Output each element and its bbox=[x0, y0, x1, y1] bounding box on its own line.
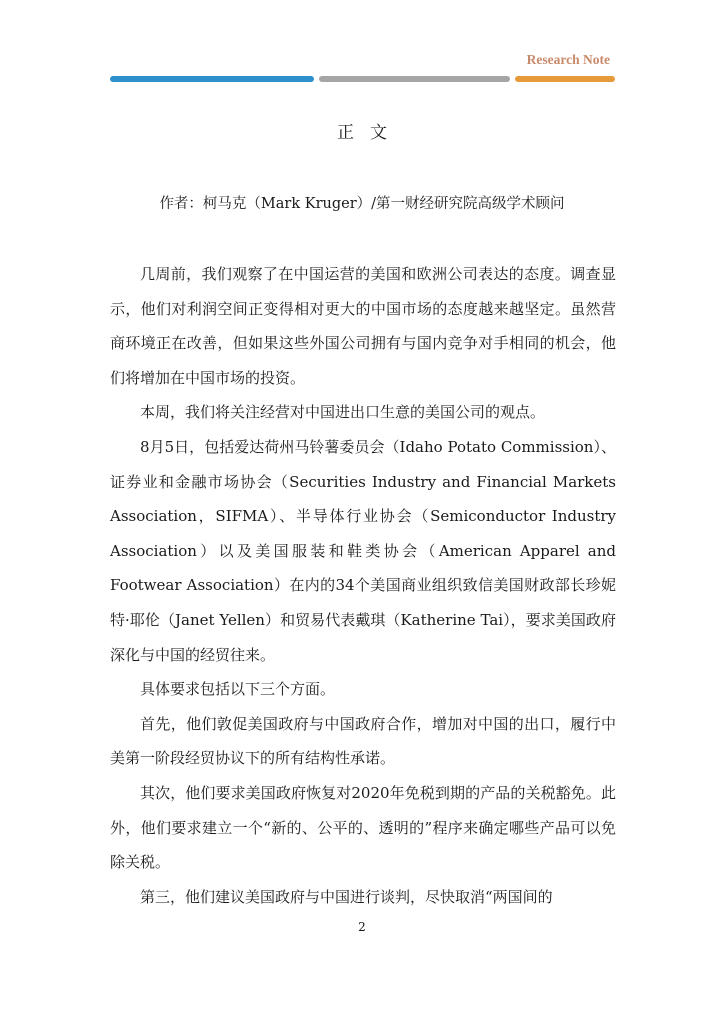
article-body bbox=[110, 257, 616, 914]
header-bar-orange bbox=[515, 76, 615, 82]
header-label: Research Note bbox=[526, 52, 610, 67]
header-bar-blue bbox=[110, 76, 314, 82]
page-title: 正文 bbox=[337, 123, 403, 143]
paragraph: 几周前，我们观察了在中国运营的美国和欧洲公司表达的态度。调查显示，他们对利润空间正变得相对更大的中国市场的态度越来越坚定。虽然营商环境正在改善，但如果这些外国公司拥有与国内竞争对手相同的机会，他们将增加在中国市场的投资。 bbox=[110, 265, 616, 387]
paragraph: 8月5日，包括爱达荷州马铃薯委员会（Idaho Potato Commission）、证券业和金融市场协会（Securities Industry and Financial Markets Association，SIFMA）、半导体行业协会（Semiconductor Industry Association）以及美国服装和鞋类协会（American Apparel and Footwear Association）在内的34个美国商业组织致信美国财政部长珍妮特·耶伦（Janet Yellen）和贸易代表戴琪（Katherine Tai），要求美国政府深化与中国的经贸往来。 bbox=[110, 437, 616, 664]
paragraph: 本周，我们将关注经营对中国进出口生意的美国公司的观点。 bbox=[140, 403, 546, 422]
paragraph: 具体要求包括以下三个方面。 bbox=[140, 680, 336, 699]
paragraph: 首先，他们敦促美国政府与中国政府合作，增加对中国的出口，履行中美第一阶段经贸协议下的所有结构性承诺。 bbox=[110, 714, 616, 768]
paragraph: 其次，他们要求美国政府恢复对2020年免税到期的产品的关税豁免。此外，他们要求建立一个“新的、公平的、透明的”程序来确定哪些产品可以免除关税。 bbox=[110, 783, 616, 872]
header-bar-gray bbox=[319, 76, 510, 82]
paragraph: 第三，他们建议美国政府与中国进行谈判，尽快取消“两国间的 bbox=[140, 887, 553, 906]
page-number: 2 bbox=[358, 920, 366, 934]
author-line: 作者：柯马克（Mark Kruger）/第一财经研究院高级学术顾问 bbox=[159, 196, 565, 212]
